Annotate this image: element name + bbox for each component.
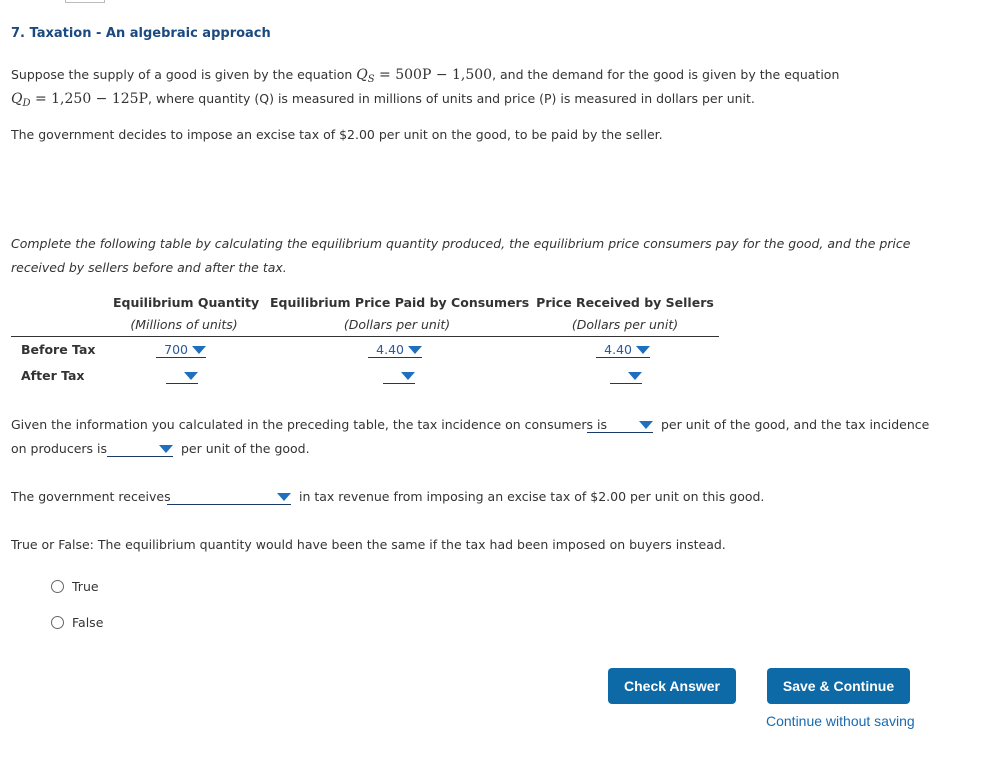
revenue-text-2: in tax revenue from imposing an excise tax of $2.00 per unit on this good. — [299, 489, 765, 504]
incidence-text-1: Given the information you calculated in the preceding table, the tax incidence on consumers is — [11, 417, 608, 432]
header-quantity-unit: (Millions of units) — [130, 317, 238, 332]
after-tax-consumer-price-dropdown[interactable] — [383, 368, 415, 384]
continue-without-saving-link[interactable]: Continue without saving — [766, 713, 915, 729]
revenue-text-1: The government receives — [11, 489, 171, 504]
chevron-down-icon — [277, 493, 291, 501]
top-tab-box — [65, 0, 105, 3]
row-label-before-tax: Before Tax — [21, 342, 96, 357]
supply-paragraph — [11, 67, 839, 85]
demand-paragraph — [11, 91, 755, 109]
after-tax-seller-price-dropdown[interactable] — [610, 368, 642, 384]
question-title: 7. Taxation - An algebraic approach — [11, 26, 271, 41]
row-label-after-tax: After Tax — [21, 368, 85, 383]
supply-intro-text: Suppose the supply of a good is given by the equation — [11, 67, 357, 82]
header-equilibrium-quantity: Equilibrium Quantity — [113, 295, 260, 310]
chevron-down-icon — [408, 346, 422, 354]
supply-rhs: = 500P − 1,500 — [374, 67, 493, 83]
save-continue-button[interactable]: Save & Continue — [767, 668, 910, 704]
tax-description: The government decides to impose an excise tax of $2.00 per unit on the good, to be paid by the seller. — [11, 127, 663, 142]
chevron-down-icon — [159, 445, 173, 453]
true-false-question: True or False: The equilibrium quantity would have been the same if the tax had been imposed on buyers instead. — [11, 537, 726, 552]
chevron-down-icon — [192, 346, 206, 354]
demand-q: Q — [11, 91, 23, 107]
before-tax-seller-price-value: 4.40 — [604, 342, 632, 357]
incidence-text-4: per unit of the good. — [181, 441, 310, 456]
before-tax-seller-price-dropdown[interactable] — [596, 342, 650, 358]
before-tax-quantity-dropdown[interactable] — [156, 342, 206, 358]
header-sellers-unit: (Dollars per unit) — [571, 317, 679, 332]
chevron-down-icon — [184, 372, 198, 380]
radio-false-label: False — [72, 615, 104, 630]
radio-circle-icon[interactable] — [51, 616, 64, 629]
radio-circle-icon[interactable] — [51, 580, 64, 593]
header-consumers-unit: (Dollars per unit) — [343, 317, 451, 332]
incidence-text-3: on producers is — [11, 441, 108, 456]
instruction-line-2: received by sellers before and after the tax. — [11, 260, 287, 275]
demand-tail-text: , where quantity (Q) is measured in millions of units and price (P) is measured in dollars per unit. — [148, 91, 755, 106]
chevron-down-icon — [636, 346, 650, 354]
table-header-divider — [11, 336, 719, 337]
incidence-producers-dropdown[interactable] — [107, 441, 173, 457]
chevron-down-icon — [401, 372, 415, 380]
check-answer-button[interactable]: Check Answer — [608, 668, 736, 704]
demand-rhs: = 1,250 − 125P — [30, 91, 148, 107]
supply-mid-text: , and the demand for the good is given by the equation — [492, 67, 840, 82]
before-tax-consumer-price-dropdown[interactable] — [368, 342, 422, 358]
chevron-down-icon — [639, 421, 653, 429]
instruction-line-1: Complete the following table by calculating the equilibrium quantity produced, the equilibrium price consumers pay for the good, and the price — [11, 236, 911, 251]
before-tax-quantity-value: 700 — [164, 342, 188, 357]
header-price-sellers: Price Received by Sellers — [536, 295, 714, 310]
radio-true-label: True — [72, 579, 99, 594]
radio-false[interactable] — [51, 615, 103, 630]
supply-q-sub: S — [367, 74, 375, 85]
after-tax-quantity-dropdown[interactable] — [166, 368, 198, 384]
demand-equation — [11, 91, 148, 107]
header-price-consumers: Equilibrium Price Paid by Consumers — [270, 295, 530, 310]
before-tax-consumer-price-value: 4.40 — [376, 342, 404, 357]
chevron-down-icon — [628, 372, 642, 380]
supply-equation — [356, 67, 492, 83]
demand-q-sub: D — [22, 98, 31, 109]
supply-q: Q — [356, 67, 368, 83]
tax-revenue-dropdown[interactable] — [167, 489, 291, 505]
incidence-text-2: per unit of the good, and the tax incidence — [661, 417, 930, 432]
incidence-consumers-dropdown[interactable] — [587, 417, 653, 433]
radio-true[interactable] — [51, 579, 99, 594]
